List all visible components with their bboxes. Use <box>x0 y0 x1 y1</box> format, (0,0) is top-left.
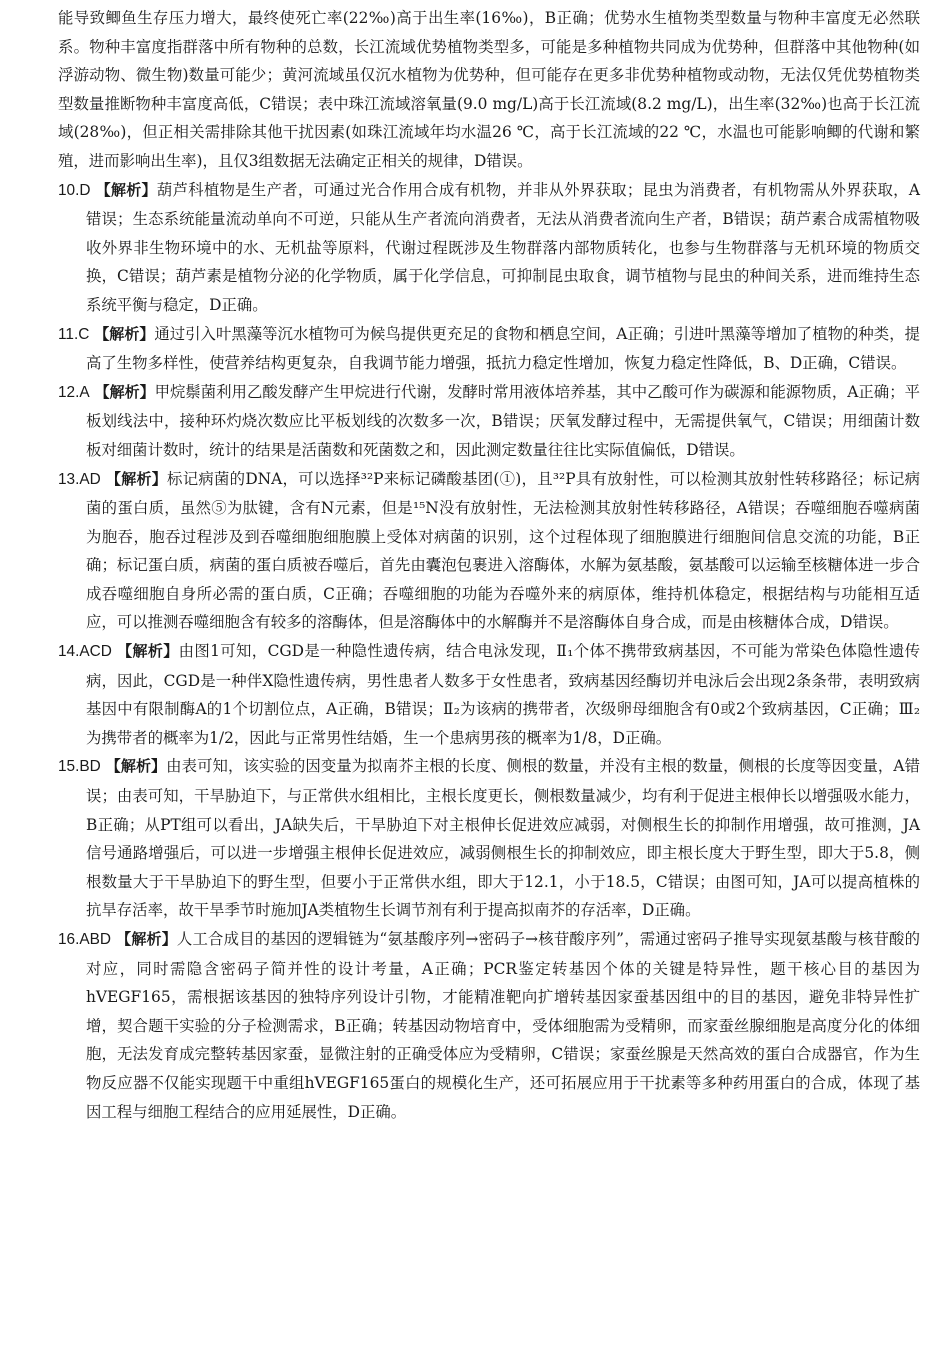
question-number: 11. <box>58 325 79 343</box>
analysis-tag: 【解析】 <box>95 180 157 199</box>
analysis-tag: 【解析】 <box>94 324 155 343</box>
analysis-tag: 【解析】 <box>116 930 177 948</box>
answer-letter: ABD <box>79 931 112 948</box>
explanation-text: 甲烷鬃菌利用乙酸发酵产生甲烷进行代谢，发酵时常用液体培养基，其中乙酸可作为碳源和能源物质，A正确；平板划线法中，接种环灼烧次数应比平板划线的次数多一次，B错误；厌氧发酵过程中，无需提供氧气，C错误；用细菌计数板对细菌计数时，统计的结果是活菌数和死菌数之和，因此测定数量往往比实际值偏低，D错误。 <box>86 382 920 459</box>
answer-explanation-page <box>58 4 920 1126</box>
answer-item-body <box>58 925 920 1126</box>
answer-item-body <box>58 465 920 638</box>
answer-item-10 <box>58 176 920 320</box>
explanation-text: 通过引入叶黑藻等沉水植物可为候鸟提供更充足的食物和栖息空间，A正确；引进叶黑藻等增加了植物的种类，提高了生物多样性，使营养结构更复杂，自我调节能力增强，抵抗力稳定性增加，恢复力稳定性降低，B、D正确，C错误。 <box>86 324 920 373</box>
explanation-text: 由表可知，该实验的因变量为拟南芥主根的长度、侧根的数量，并没有主根的数量，侧根的长度等因变量，A错误；由表可知，干旱胁迫下，与正常供水组相比，主根长度更长，侧根数量减少，均有利于促进主根伸长以增强吸水能力，B正确；从PT组可以看出，JA缺失后，干旱胁迫下对主根伸长促进效应减弱，对侧根生长的抑制作用增强，故可推测，JA信号通路增强后，可以进一步增强主根伸长促进效应，减弱侧根生长的抑制效应，即主根长度大于野生型，即大于5.8，侧根数量大于干旱胁迫下的野生型，但要小于正常供水组，即大于12.1，小于18.5，C错误；由图可知，JA可以提高植株的抗旱存活率，故干旱季节时施加JA类植物生长调节剂有利于提高拟南芥的存活率，D正确。 <box>86 757 920 920</box>
answer-item-14 <box>58 637 920 752</box>
analysis-tag: 【解析】 <box>105 469 168 488</box>
answer-letter: ACD <box>79 643 112 661</box>
answer-letter: D <box>79 181 91 199</box>
explanation-text: 由图1可知，CGD是一种隐性遗传病，结合电泳发现，Ⅱ₁个体不携带致病基因，不可能为常染色体隐性遗传病，因此，CGD是一种伴X隐性遗传病，男性患者人数多于女性患者，致病基因经酶切并电泳后会出现2条条带，表明致病基因中有限制酶A的1个切割位点，A正确，B错误；Ⅱ₂为该病的携带者，次级卵母细胞含有0或2个致病基因，C正确；Ⅲ₂为携带者的概率为1/2，因此与正常男性结婚，生一个患病男孩的概率为1/8，D正确。 <box>86 642 920 747</box>
answer-item-11 <box>58 320 920 378</box>
answer-item-body <box>58 320 920 378</box>
answer-item-16 <box>58 925 920 1126</box>
answer-item-12 <box>58 378 920 465</box>
answer-letter: A <box>79 383 90 401</box>
explanation-text: 标记病菌的DNA，可以选择³²P来标记磷酸基团(①)，且³²P具有放射性，可以检测其放射性转移路径；标记病菌的蛋白质，虽然⑤为肽键，含有N元素，但是¹⁵N没有放射性，无法检测其放射性转移路径，A错误；吞噬细胞吞噬病菌为胞吞，胞吞过程涉及到吞噬细胞细胞膜上受体对病菌的识别，这个过程体现了细胞膜进行细胞间信息交流的功能，B正确；标记蛋白质，病菌的蛋白质被吞噬后，首先由囊泡包裹进入溶酶体，水解为氨基酸，氨基酸可以运输至核糖体进一步合成吞噬细胞自身所必需的蛋白质，C正确；吞噬细胞的功能为吞噬外来的病原体，维持机体稳定，根据结构与功能相互适应，可以推测吞噬细胞含有较多的溶酶体，但是溶酶体中的水解酶并不是溶酶体自身合成，而是由核糖体合成，D错误。 <box>86 469 920 632</box>
question-number: 13. <box>58 470 80 488</box>
answer-item-body <box>58 752 920 925</box>
explanation-text: 人工合成目的基因的逻辑链为“氨基酸序列→密码子→核苷酸序列”，需通过密码子推导实现氨基酸与核苷酸的对应，同时需隐含密码子简并性的设计考量，A正确；PCR鉴定转基因个体的关键是特异性，题干核心目的基因为hVEGF165，需根据该基因的独特序列设计引物，才能精准靶向扩增转基因家蚕基因组中的目的基因，避免非特异性扩增，契合题干实验的分子检测需求，B正确；转基因动物培育中，受体细胞需为受精卵，而家蚕丝腺细胞是高度分化的体细胞，无法发育成完整转基因家蚕，显微注射的正确受体应为受精卵，C错误；家蚕丝腺是天然高效的蛋白合成器官，作为生物反应器不仅能实现题干中重组hVEGF165蛋白的规模化生产，还可拓展应用于干扰素等多种药用蛋白的合成，体现了基因工程与细胞工程结合的应用延展性，D正确。 <box>86 930 920 1121</box>
question-number: 16. <box>58 931 80 948</box>
question-number: 15. <box>58 758 80 776</box>
answer-item-13 <box>58 465 920 638</box>
question-number: 14. <box>58 643 80 661</box>
analysis-tag: 【解析】 <box>117 642 179 661</box>
explanation-text: 葫芦科植物是生产者，可通过光合作用合成有机物，并非从外界获取；昆虫为消费者，有机物需从外界获取，A错误；生态系统能量流动单向不可逆，只能从生产者流向消费者，无法从消费者流向生产者，B错误；葫芦素合成需植物吸收外界非生物环境中的水、无机盐等原料，代谢过程既涉及生物群落内部物质转化，也参与生物群落与无机环境的物质交换，C错误；葫芦素是植物分泌的化学物质，属于化学信息，可抑制昆虫取食，调节植物与昆虫的种间关系，进而维持生态系统平衡与稳定，D正确。 <box>86 180 920 314</box>
answer-item-15 <box>58 752 920 925</box>
question-number: 10. <box>58 181 80 199</box>
answer-letter: BD <box>79 758 101 776</box>
continued-explanation-paragraph: 能导致鲫鱼生存压力增大，最终使死亡率(22‰)高于出生率(16‰)，B正确；优势水生植物类型数量与物种丰富度无必然联系。物种丰富度指群落中所有物种的总数，长江流域优势植物类型多，可能是多种植物共同成为优势种，但群落中其他物种(如浮游动物、微生物)数量可能少；黄河流域虽仅沉水植物为优势种，但可能存在更多非优势种植物或动物，无法仅凭优势植物类型数量推断物种丰富度高低，C错误；表中珠江流域溶氧量(9.0 mg/L)高于长江流域(8.2 mg/L)，出生率(32‰)也高于长江流域(28‰)，但正相关需排除其他干扰因素(如珠江流域年均水温26 ℃，高于长江流域的22 ℃，水温也可能影响鲫的代谢和繁殖，进而影响出生率)，且仅3组数据无法确定正相关的规律，D错误。 <box>58 9 920 170</box>
answer-item-body <box>58 176 920 320</box>
answer-item-body <box>58 378 920 465</box>
answer-item-body <box>58 637 920 752</box>
answer-letter: AD <box>79 470 101 488</box>
question-number: 12. <box>58 383 80 401</box>
analysis-tag: 【解析】 <box>105 757 167 776</box>
analysis-tag: 【解析】 <box>94 382 155 401</box>
answer-letter: C <box>78 325 90 343</box>
